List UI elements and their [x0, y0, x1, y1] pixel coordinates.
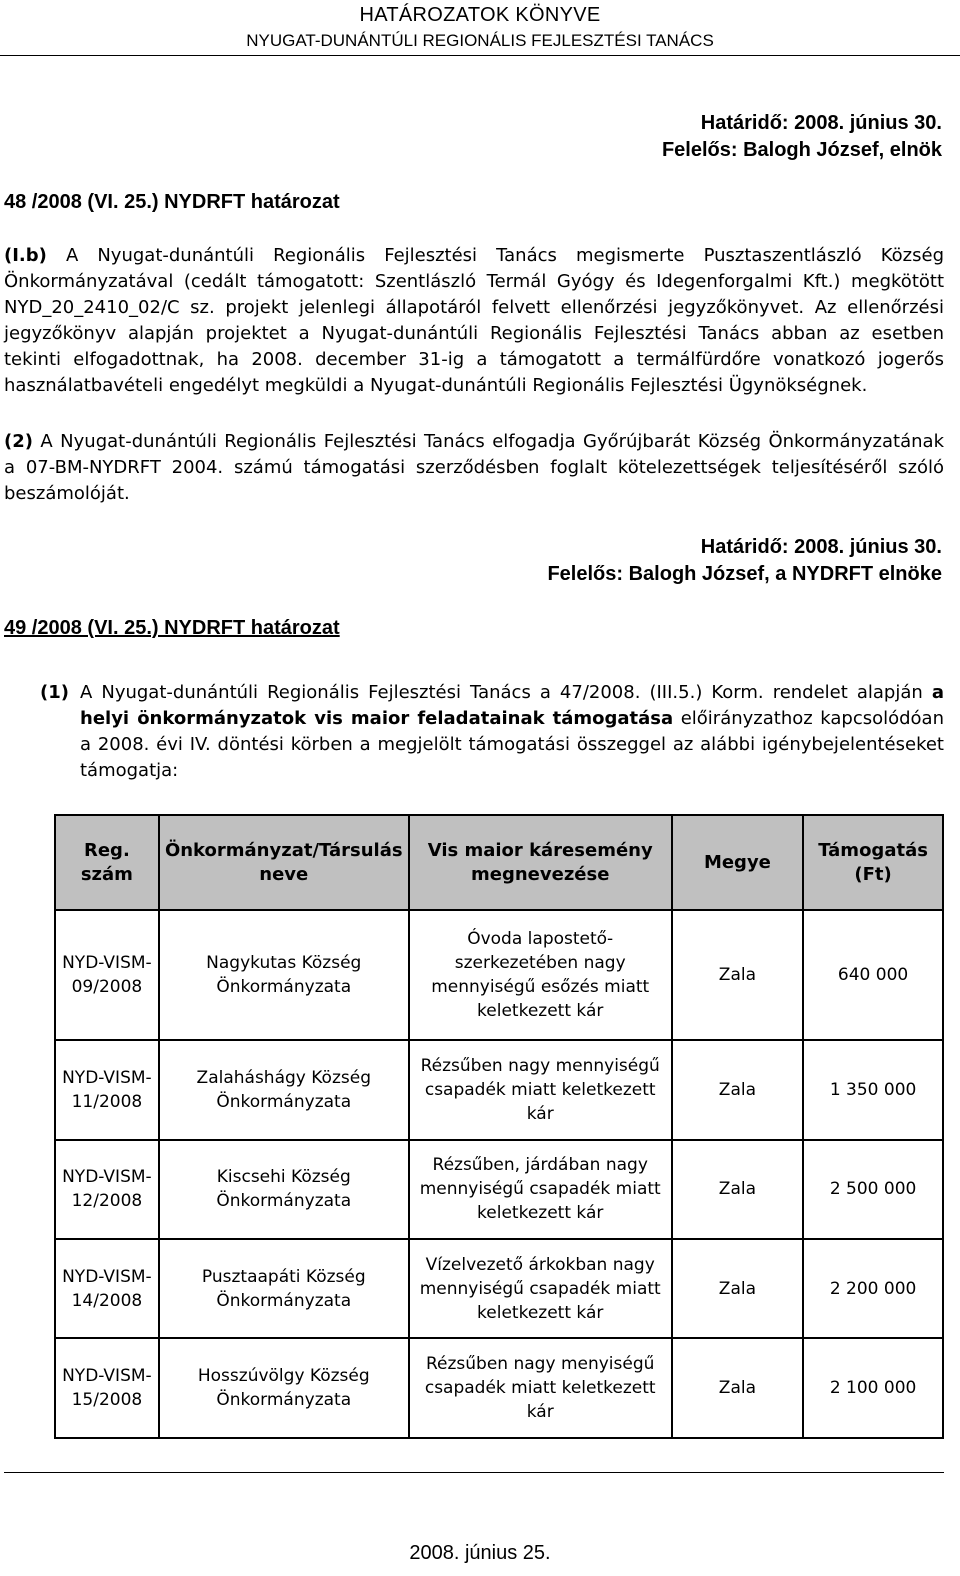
reg-number-cell: NYD-VISM-09/2008 — [55, 910, 159, 1040]
resolution-49-item-1 — [40, 680, 944, 784]
paragraph-label: (2) — [4, 431, 33, 452]
col-county: Megye — [672, 815, 803, 910]
municipality-cell: Hosszúvölgy Község Önkormányzata — [159, 1338, 409, 1438]
col-grant: Támogatás (Ft) — [803, 815, 943, 910]
col-municipality: Önkormányzat/Társulás neve — [159, 815, 409, 910]
county-cell: Zala — [672, 1338, 803, 1438]
deadline-1: Határidő: 2008. június 30. — [700, 112, 942, 134]
item-number: (1) — [40, 682, 69, 703]
municipality-cell: Pusztaapáti Község Önkormányzata — [159, 1239, 409, 1338]
grant-cell: 2 200 000 — [803, 1239, 943, 1338]
resolution-48-heading: 48 /2008 (VI. 25.) NYDRFT határozat — [4, 191, 340, 213]
grant-cell: 1 350 000 — [803, 1040, 943, 1139]
col-damage-event: Vis maior káresemény megnevezése — [409, 815, 672, 910]
deadline-2: Határidő: 2008. június 30. — [700, 536, 942, 558]
footer-divider — [4, 1472, 944, 1473]
item-text-part: A Nyugat-dunántúli Regionális Fejlesztési Tanács a 47/2008. (III.5.) Korm. rendelet alapján — [80, 682, 932, 703]
table-row — [55, 910, 943, 1040]
damage-cell: Rézsűben nagy mennyiségű csapadék miatt keletkezett kár — [409, 1040, 672, 1139]
paragraph-text: A Nyugat-dunántúli Regionális Fejlesztési Tanács megismerte Pusztaszentlászló Község Önkormányzatával (cedált támogatott: Szentlászló Termál Gyógy és Idegenforgalmi Kft.) megkötött NYD_20_2410_02/C sz. projekt jelenlegi állapotáról felvett ellenőrzési jegyzőkönyvet. Az ellenőrzési jegyzőkönyv alapján projektet a Nyugat-dunántúli Regionális Fejlesztési Tanács abban az esetben tekinti elfogadottnak, ha 2008. december 31-ig a támogatott a termálfürdőre vonatkozó jogerős használatbavételi engedélyt megküldi a Nyugat-dunántúli Regionális Fejlesztési Ügynökségnek. — [4, 245, 944, 396]
paragraph-text: A Nyugat-dunántúli Regionális Fejlesztési Tanács elfogadja Győrújbarát Község Önkormányzatának a 07-BM-NYDRFT 2004. számú támogatási szerződésben foglalt kötelezettségek teljesítéséről szóló beszámolóját. — [4, 431, 944, 504]
county-cell: Zala — [672, 1239, 803, 1338]
grant-cell: 2 500 000 — [803, 1140, 943, 1239]
municipality-cell: Kiscsehi Község Önkormányzata — [159, 1140, 409, 1239]
reg-number-cell: NYD-VISM-14/2008 — [55, 1239, 159, 1338]
grant-cell: 640 000 — [803, 910, 943, 1040]
reg-number-cell: NYD-VISM-12/2008 — [55, 1140, 159, 1239]
table-row — [55, 1239, 943, 1338]
damage-cell: Vízelvezető árkokban nagy mennyiségű csapadék miatt keletkezett kár — [409, 1239, 672, 1338]
grant-cell: 2 100 000 — [803, 1338, 943, 1438]
municipality-cell: Zalaháshágy Község Önkormányzata — [159, 1040, 409, 1139]
item-text-part: előirányzathoz kapcsolódóan a 2008. évi IV. döntési körben a megjelölt támogatási összeggel az alábbi igénybejelentéseket támogatja: — [80, 708, 944, 781]
item-text-emphasis: a helyi önkormányzatok vis maior feladatainak támogatása — [80, 682, 944, 729]
damage-cell: Óvoda lapostető-szerkezetében nagy mennyiségű esőzés miatt keletkezett kár — [409, 910, 672, 1040]
resolution-48-paragraph-2 — [4, 429, 944, 507]
county-cell: Zala — [672, 1140, 803, 1239]
county-cell: Zala — [672, 910, 803, 1040]
damage-cell: Rézsűben, járdában nagy mennyiségű csapadék miatt keletkezett kár — [409, 1140, 672, 1239]
document-title: HATÁROZATOK KÖNYVE — [359, 4, 601, 26]
table-row — [55, 1140, 943, 1239]
responsible-2: Felelős: Balogh József, a NYDRFT elnöke — [547, 563, 942, 585]
document-subtitle: NYUGAT-DUNÁNTÚLI REGIONÁLIS FEJLESZTÉSI TANÁCS — [246, 31, 714, 50]
paragraph-label: (I.b) — [4, 245, 47, 266]
reg-number-cell: NYD-VISM-11/2008 — [55, 1040, 159, 1139]
damage-cell: Rézsűben nagy menyiségű csapadék miatt keletkezett kár — [409, 1338, 672, 1438]
table-header-row — [55, 815, 943, 910]
county-cell: Zala — [672, 1040, 803, 1139]
item-text — [80, 680, 944, 784]
municipality-cell: Nagykutas Község Önkormányzata — [159, 910, 409, 1040]
responsible-1: Felelős: Balogh József, elnök — [661, 139, 942, 161]
resolution-49-heading: 49 /2008 (VI. 25.) NYDRFT határozat — [4, 617, 340, 639]
col-reg-number: Reg. szám — [55, 815, 159, 910]
table-row — [55, 1040, 943, 1139]
header-divider — [0, 55, 960, 56]
resolution-48-paragraph-1 — [4, 243, 944, 399]
table-row — [55, 1338, 943, 1438]
footer-date: 2008. június 25. — [409, 1542, 551, 1564]
reg-number-cell: NYD-VISM-15/2008 — [55, 1338, 159, 1438]
grants-table — [54, 814, 944, 1439]
